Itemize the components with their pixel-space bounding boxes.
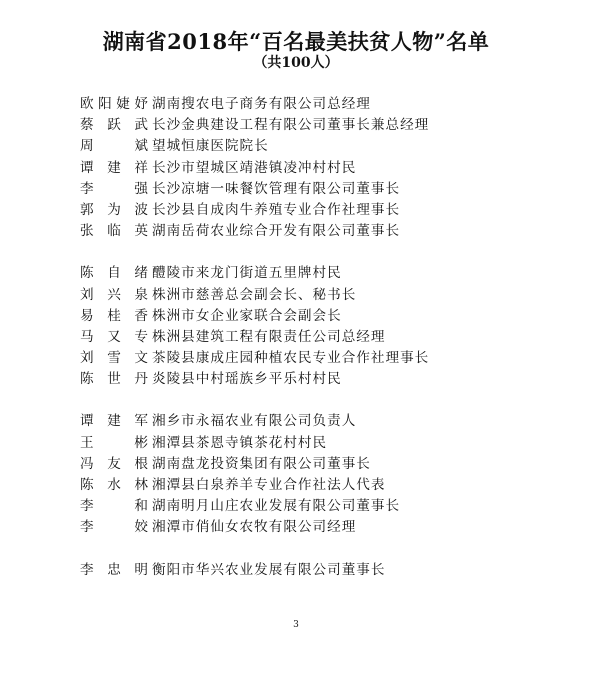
person-title: 湖南搜农电子商务有限公司总经理: [152, 96, 371, 112]
person-title: 望城恒康医院院长: [152, 138, 269, 155]
person-name: 王 彬: [80, 434, 148, 451]
person-name: 易桂香: [80, 307, 148, 324]
person-name: 郭为波: [80, 201, 148, 218]
list-item: [80, 158, 560, 179]
person-title: 湘乡市永福农业有限公司负责人: [152, 413, 357, 430]
person-title: 长沙凉塘一味餐饮管理有限公司董事长: [152, 180, 401, 197]
page-number: 3: [293, 620, 299, 630]
list-item: [80, 411, 560, 432]
person-name: 李 姣: [80, 519, 148, 536]
person-title: 湘潭市俏仙女农牧有限公司经理: [152, 519, 357, 536]
person-name: 谭建军: [80, 413, 148, 430]
list-item: [80, 454, 560, 475]
person-name: 欧阳婕妤: [80, 96, 148, 112]
person-title: 湘潭县茶恩寺镇茶花村村民: [152, 434, 328, 451]
person-title: 炎陵县中村瑶族乡平乐村村民: [152, 371, 342, 388]
person-group: [80, 411, 560, 538]
list-item: [80, 94, 560, 115]
list-item: [80, 517, 560, 538]
person-name: 李忠明: [80, 561, 148, 578]
person-title: 茶陵县康成庄园种植农民专业合作社理事长: [152, 350, 430, 367]
list-item: [80, 475, 560, 496]
list-item: [80, 496, 560, 517]
person-name: 李 和: [80, 498, 148, 515]
person-name: 张临英: [80, 223, 148, 240]
person-name: 李 强: [80, 180, 148, 197]
person-name: 陈自绪: [80, 265, 148, 282]
person-list: [80, 94, 560, 602]
list-item: [80, 327, 560, 348]
person-name: 陈水林: [80, 477, 148, 493]
person-title: 醴陵市来龙门街道五里牌村民: [152, 265, 342, 282]
person-title: 长沙市望城区靖港镇凌冲村村民: [152, 159, 357, 176]
page-title: 湖南省2018年“百名最美扶贫人物”名单: [102, 29, 490, 54]
person-title: 湖南明月山庄农业发展有限公司董事长: [152, 498, 401, 515]
person-name: 周 斌: [80, 138, 148, 155]
person-title: 株洲市女企业家联合会副会长: [152, 307, 342, 324]
list-item: [80, 136, 560, 157]
person-title: 株洲县建筑工程有限责任公司总经理: [152, 328, 386, 345]
list-item: [80, 306, 560, 327]
list-item: [80, 369, 560, 390]
person-title: 株洲市慈善总会副会长、秘书长: [152, 286, 357, 303]
list-item: [80, 433, 560, 454]
person-name: 刘兴泉: [80, 286, 148, 303]
person-name: 冯友根: [80, 455, 148, 472]
person-group: [80, 263, 560, 390]
list-item: [80, 221, 560, 242]
person-name: 马又专: [80, 328, 148, 345]
person-group: [80, 94, 560, 242]
person-title: 衡阳市华兴农业发展有限公司董事长: [152, 561, 386, 578]
person-name: 蔡跃武: [80, 117, 148, 134]
list-item: [80, 560, 560, 581]
person-name: 刘雪文: [80, 350, 148, 367]
person-title: 长沙金典建设工程有限公司董事长兼总经理: [152, 117, 430, 134]
list-item: [80, 348, 560, 369]
list-item: [80, 263, 560, 284]
person-title: 湘潭县白泉养羊专业合作社法人代表: [152, 477, 386, 493]
list-item: [80, 200, 560, 221]
person-group: [80, 560, 560, 581]
person-title: 湖南盘龙投资集团有限公司董事长: [152, 455, 371, 472]
person-title: 湖南岳荷农业综合开发有限公司董事长: [152, 223, 401, 240]
person-title: 长沙县自成肉牛养殖专业合作社理事长: [152, 201, 401, 218]
list-item: [80, 115, 560, 136]
page-subtitle: （共100人）: [253, 55, 339, 71]
person-name: 谭建祥: [80, 159, 148, 176]
person-name: 陈世丹: [80, 371, 148, 388]
list-item: [80, 179, 560, 200]
list-item: [80, 285, 560, 306]
